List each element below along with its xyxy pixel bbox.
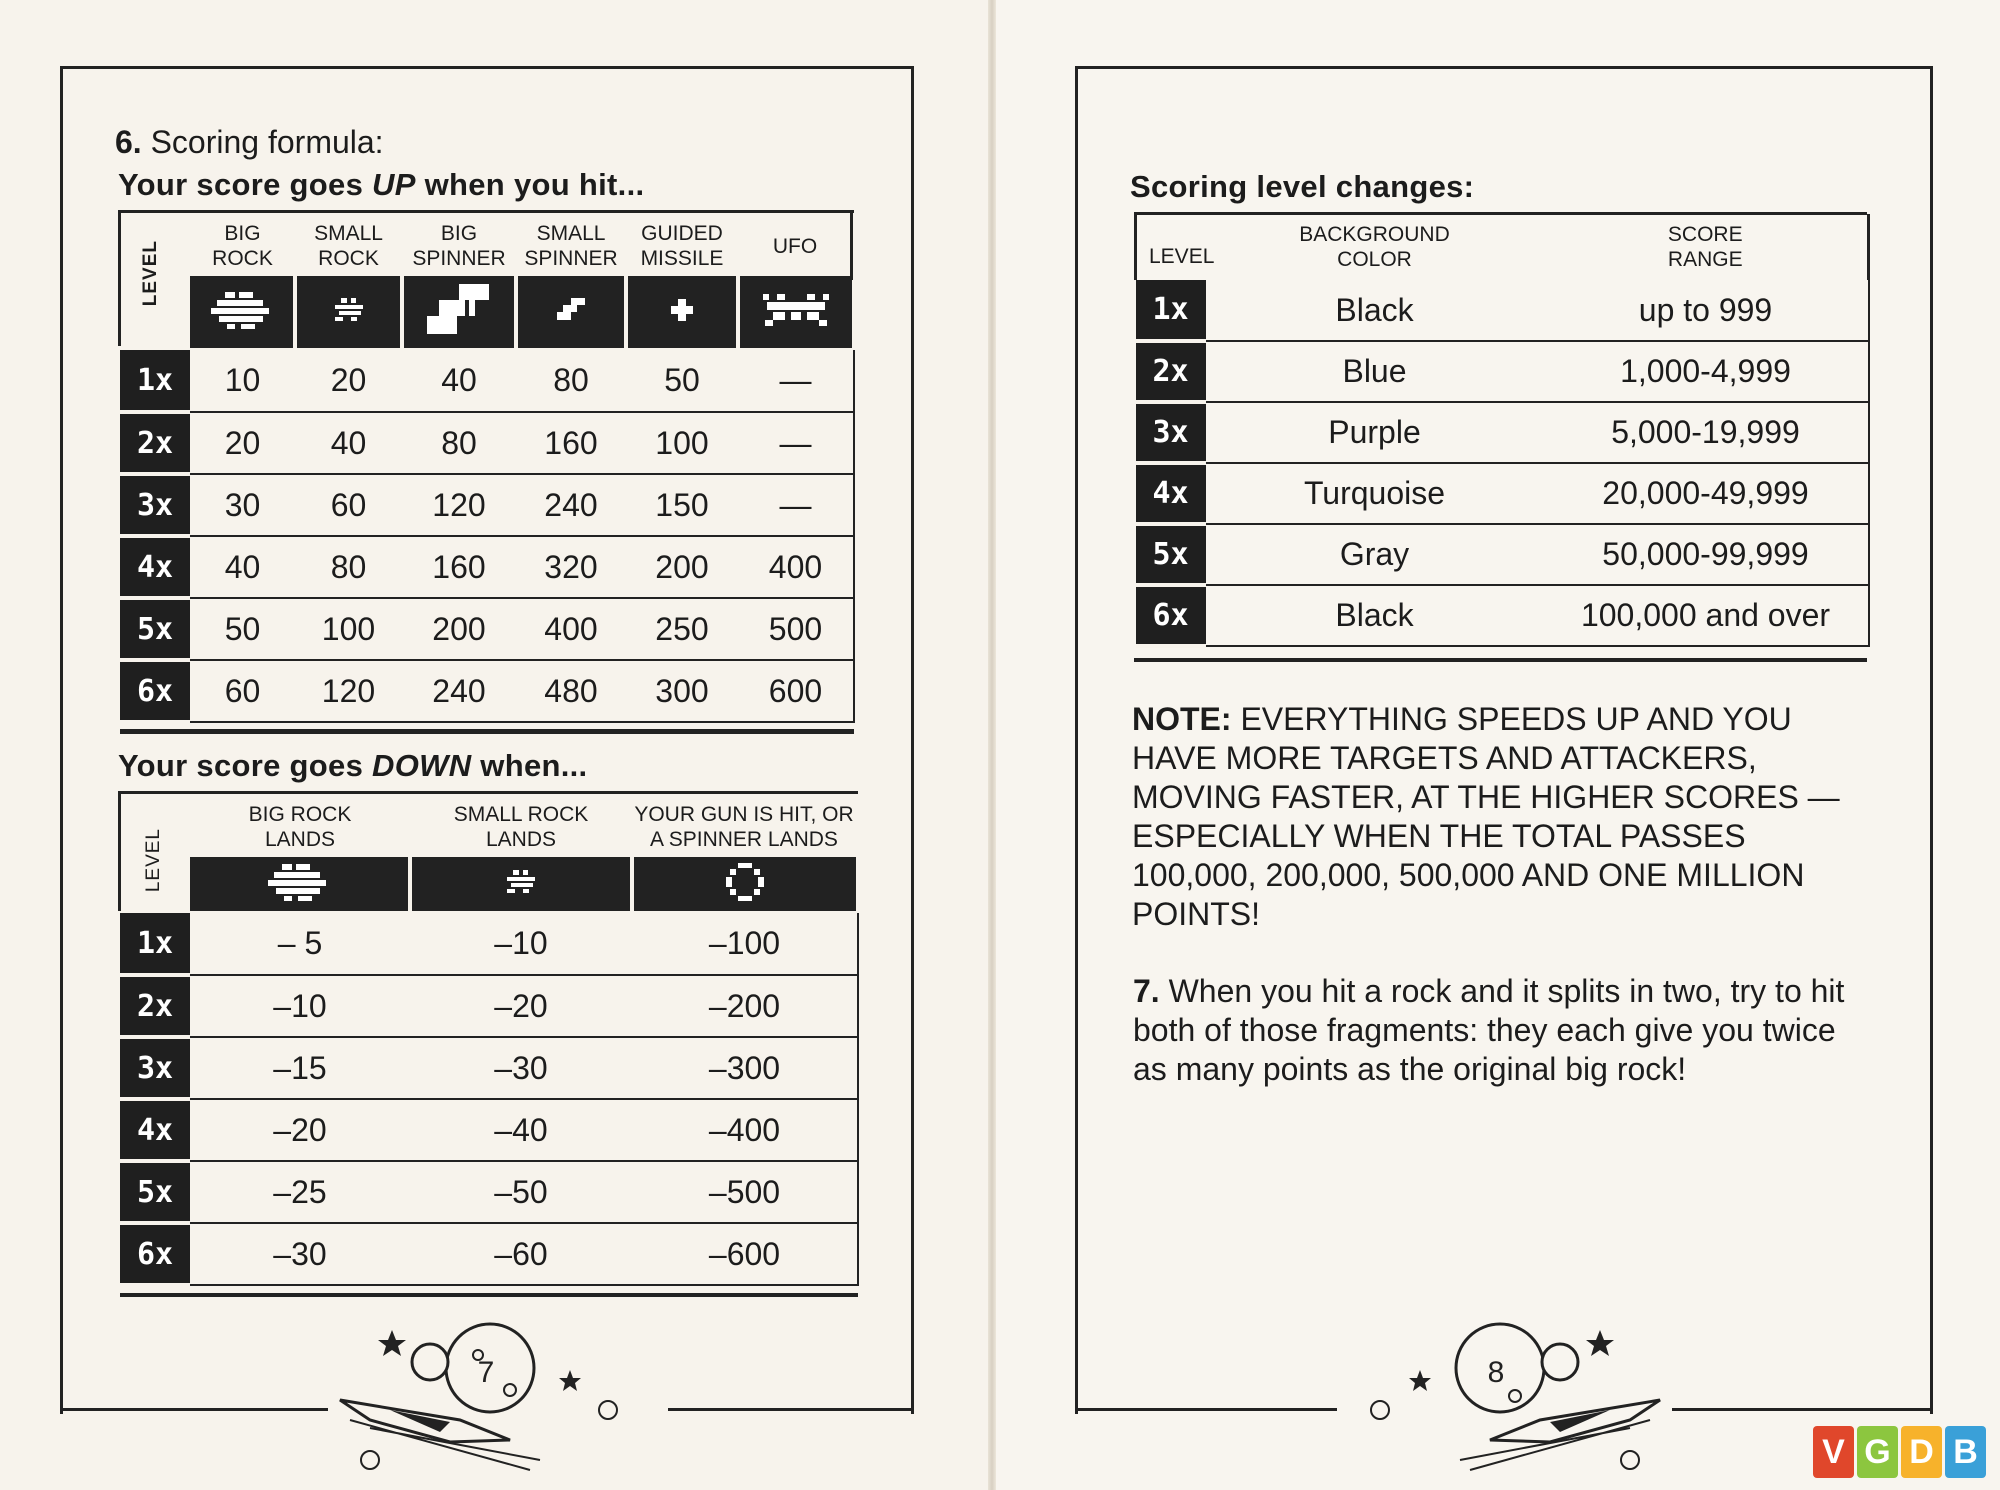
table-cell: 200 — [402, 598, 516, 660]
table-cell: 150 — [626, 474, 738, 536]
section-title-text: Scoring formula: — [150, 124, 384, 160]
table-cell: –40 — [410, 1099, 632, 1161]
table-row — [120, 598, 854, 660]
table-cell: up to 999 — [1544, 280, 1869, 341]
table-row — [1136, 585, 1869, 646]
scoring-level-table — [1134, 214, 1870, 648]
table-cell: 80 — [402, 412, 516, 474]
table-cell: 480 — [516, 660, 626, 722]
table-cell: — — [738, 350, 854, 412]
down-scoring-table-body — [120, 913, 859, 1287]
table-cell: 250 — [626, 598, 738, 660]
table-cell: 20 — [295, 350, 402, 412]
up-table-bottom-rule — [120, 729, 854, 734]
table-row — [120, 536, 854, 598]
small-spinner-icon — [516, 276, 626, 348]
rocket-moon-illustration-right — [1340, 1310, 1670, 1480]
level-badge: 1x — [1136, 280, 1206, 341]
note-text: EVERYTHING SPEEDS UP AND YOU HAVE MORE TARGETS AND ATTACKERS, MOVING FASTER, AT THE HIGHER SCORES — ESPECIALLY WHEN THE TOTAL PASSES 100,000, 200,000, 500,000 AND ONE MILLION POINTS! — [1132, 701, 1840, 932]
table-cell: 50 — [626, 350, 738, 412]
big-spinner-icon — [402, 276, 516, 348]
level-badge: 3x — [120, 1037, 190, 1099]
col-header-ufo: UFO — [772, 234, 818, 258]
score-down-heading-post: when... — [471, 748, 588, 783]
vgdb-watermark — [1813, 1426, 1986, 1478]
col-header-background-color: BACKGROUND COLOR — [1299, 223, 1450, 271]
table-row — [120, 660, 854, 722]
up-scoring-table-body — [120, 350, 855, 724]
down-table-top-rule — [118, 791, 858, 794]
table-cell: –25 — [190, 1161, 410, 1223]
col-header-score-range: SCORE RANGE — [1544, 214, 1869, 280]
down-scoring-table — [190, 797, 856, 911]
table-cell: –300 — [632, 1037, 858, 1099]
col-header-small-rock: SMALL ROCK — [314, 222, 383, 270]
level-badge: 5x — [1136, 524, 1206, 585]
level-badge: 2x — [1136, 341, 1206, 402]
up-table-header-row — [190, 216, 852, 276]
watermark-letter: D — [1901, 1426, 1942, 1478]
table-row — [120, 1161, 858, 1223]
table-cell: 600 — [738, 660, 854, 722]
level-badge: 4x — [120, 1099, 190, 1161]
col-header-gun-hit: YOUR GUN IS HIT, OR A SPINNER LANDS — [634, 803, 854, 851]
up-table-top-rule — [118, 210, 854, 213]
left-frame-bottom-line — [60, 1408, 328, 1411]
ufo-icon — [738, 276, 852, 348]
table-cell: 1,000-4,999 — [1544, 341, 1869, 402]
table-cell: Black — [1206, 280, 1544, 341]
table-cell: –400 — [632, 1099, 858, 1161]
level-badge: 3x — [120, 474, 190, 536]
table-cell: 80 — [295, 536, 402, 598]
right-frame-bottom-line — [1075, 1408, 1337, 1411]
table-cell: 80 — [516, 350, 626, 412]
small-rock-icon — [410, 857, 632, 911]
table-cell: Gray — [1206, 524, 1544, 585]
table-row — [120, 1037, 858, 1099]
left-frame-bottom-line — [668, 1408, 911, 1411]
table-cell: 50,000-99,999 — [1544, 524, 1869, 585]
level-badge: 3x — [1136, 402, 1206, 463]
table-cell: 200 — [626, 536, 738, 598]
table-cell: –50 — [410, 1161, 632, 1223]
level-badge: 5x — [120, 1161, 190, 1223]
down-table-level-label: LEVEL — [143, 828, 164, 893]
table-cell: –15 — [190, 1037, 410, 1099]
section-title — [115, 124, 384, 161]
col-header-small-rock-lands: SMALL ROCK LANDS — [453, 803, 589, 851]
page-fold — [988, 0, 996, 1490]
table-row — [1136, 341, 1869, 402]
table-cell: Black — [1206, 585, 1544, 646]
up-table-left-rule — [118, 210, 121, 346]
table-cell: 20,000-49,999 — [1544, 463, 1869, 524]
table-cell: 40 — [295, 412, 402, 474]
score-up-heading-em: UP — [372, 167, 416, 202]
up-table-level-label: LEVEL — [140, 240, 161, 307]
table-row — [120, 412, 854, 474]
score-up-heading-pre: Your score goes — [118, 167, 373, 202]
table-cell: –60 — [410, 1223, 632, 1285]
col-header-level: LEVEL — [1136, 214, 1206, 280]
table-cell: 120 — [295, 660, 402, 722]
table-cell: 160 — [402, 536, 516, 598]
table-cell: –20 — [190, 1099, 410, 1161]
table-row — [1136, 280, 1869, 341]
table-row — [120, 975, 858, 1037]
note-label: NOTE: — [1132, 701, 1232, 737]
level-badge: 4x — [1136, 463, 1206, 524]
table-cell: 30 — [190, 474, 295, 536]
speed-note — [1132, 700, 1872, 934]
col-header-big-rock: BIG ROCK — [212, 222, 273, 270]
right-frame-bottom-line — [1672, 1408, 1930, 1411]
table-cell: — — [738, 412, 854, 474]
down-table-header-row — [190, 797, 856, 857]
page-number-7: 7 — [477, 1356, 495, 1389]
scoring-level-heading: Scoring level changes: — [1130, 169, 1475, 204]
score-down-heading — [118, 748, 587, 784]
col-header-guided-missile: GUIDED MISSILE — [640, 222, 724, 270]
table-cell: 240 — [402, 660, 516, 722]
table-cell: 120 — [402, 474, 516, 536]
table-cell: 300 — [626, 660, 738, 722]
table-cell: 60 — [295, 474, 402, 536]
level-badge: 5x — [120, 598, 190, 660]
table-cell: 5,000-19,999 — [1544, 402, 1869, 463]
table-row — [1136, 524, 1869, 585]
table-cell: 40 — [190, 536, 295, 598]
table-cell: –10 — [410, 913, 632, 975]
level-badge: 4x — [120, 536, 190, 598]
up-scoring-table — [190, 216, 852, 348]
level-badge: 2x — [120, 975, 190, 1037]
guided-missile-icon — [626, 276, 738, 348]
table-cell: 400 — [516, 598, 626, 660]
tip-number: 7. — [1133, 973, 1160, 1009]
level-badge: 2x — [120, 412, 190, 474]
small-rock-icon — [295, 276, 402, 348]
score-up-heading-post: when you hit... — [415, 167, 645, 202]
table-cell: – 5 — [190, 913, 410, 975]
down-table-left-rule — [118, 791, 121, 911]
watermark-letter: G — [1857, 1426, 1898, 1478]
watermark-letter: V — [1813, 1426, 1854, 1478]
down-table-icon-row — [190, 857, 856, 911]
tip-text: When you hit a rock and it splits in two, try to hit both of those fragments: they each give you twice as many points as the original big rock! — [1133, 973, 1845, 1087]
table-cell: 100 — [626, 412, 738, 474]
table-row — [1136, 463, 1869, 524]
table-cell: –600 — [632, 1223, 858, 1285]
table-cell: –200 — [632, 975, 858, 1037]
down-table-bottom-rule — [120, 1293, 858, 1297]
watermark-letter: B — [1945, 1426, 1986, 1478]
table-cell: 50 — [190, 598, 295, 660]
table-cell: –20 — [410, 975, 632, 1037]
page-number-8: 8 — [1487, 1356, 1505, 1389]
table-row — [120, 474, 854, 536]
table-cell: 60 — [190, 660, 295, 722]
table-row — [120, 913, 858, 975]
table-row — [120, 1099, 858, 1161]
table-cell: — — [738, 474, 854, 536]
section-number: 6. — [115, 124, 142, 160]
table-cell: Blue — [1206, 341, 1544, 402]
table-cell: 160 — [516, 412, 626, 474]
table-cell: 20 — [190, 412, 295, 474]
col-header-big-spinner: BIG SPINNER — [412, 222, 506, 270]
table-row — [1136, 402, 1869, 463]
table-cell: –30 — [410, 1037, 632, 1099]
big-rock-icon — [190, 276, 295, 348]
table-cell: 40 — [402, 350, 516, 412]
level-badge: 6x — [120, 660, 190, 722]
big-rock-icon — [190, 857, 410, 911]
col-header-small-spinner: SMALL SPINNER — [524, 222, 618, 270]
col-header-big-rock-lands: BIG ROCK LANDS — [248, 803, 352, 851]
table-cell: 10 — [190, 350, 295, 412]
score-down-heading-em: DOWN — [372, 748, 472, 783]
level-table-header-row — [1136, 214, 1869, 280]
gun-hit-icon — [632, 857, 856, 911]
table-cell: Purple — [1206, 402, 1544, 463]
level-badge: 6x — [120, 1223, 190, 1285]
table-cell: 100,000 and over — [1544, 585, 1869, 646]
level-table-bottom-rule — [1134, 658, 1867, 662]
up-table-icon-row — [190, 276, 852, 348]
level-badge: 1x — [120, 913, 190, 975]
score-up-heading — [118, 167, 644, 203]
table-cell: 240 — [516, 474, 626, 536]
table-cell: –10 — [190, 975, 410, 1037]
table-cell: 400 — [738, 536, 854, 598]
rocket-moon-illustration — [330, 1310, 660, 1480]
table-cell: 320 — [516, 536, 626, 598]
score-down-heading-pre: Your score goes — [118, 748, 373, 783]
table-row — [120, 1223, 858, 1285]
table-cell: –30 — [190, 1223, 410, 1285]
table-cell: 100 — [295, 598, 402, 660]
level-badge: 1x — [120, 350, 190, 412]
level-badge: 6x — [1136, 585, 1206, 646]
table-cell: –100 — [632, 913, 858, 975]
tip-paragraph — [1133, 972, 1873, 1089]
table-row — [120, 350, 854, 412]
table-cell: Turquoise — [1206, 463, 1544, 524]
table-cell: –500 — [632, 1161, 858, 1223]
table-cell: 500 — [738, 598, 854, 660]
